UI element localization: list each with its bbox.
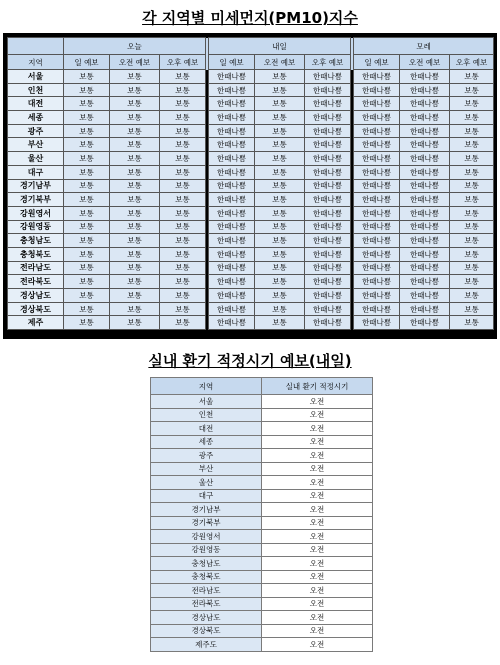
forecast-value-cell: 보통	[450, 289, 494, 303]
ventilation-row	[151, 611, 373, 625]
ventilation-region-cell: 충청남도	[151, 557, 262, 571]
ventilation-time-cell: 오전	[262, 503, 373, 517]
ventilation-region-cell: 부산	[151, 462, 262, 476]
ventilation-time-cell: 오전	[262, 624, 373, 638]
forecast-value-cell: 한때나쁨	[305, 70, 351, 84]
forecast-value-cell: 보통	[450, 316, 494, 330]
forecast-row	[8, 247, 494, 261]
ventilation-region-cell: 경기북부	[151, 516, 262, 530]
ventilation-time-cell: 오전	[262, 408, 373, 422]
forecast-value-cell: 보통	[450, 275, 494, 289]
forecast-row	[8, 220, 494, 234]
region-cell: 세종	[8, 111, 64, 125]
ventilation-time-cell: 오전	[262, 395, 373, 409]
forecast-value-cell: 보통	[160, 206, 206, 220]
forecast-row	[8, 152, 494, 166]
forecast-value-cell: 한때나쁨	[400, 179, 450, 193]
sub-header: 일 예보	[64, 55, 110, 70]
ventilation-time-cell: 오전	[262, 557, 373, 571]
region-cell: 광주	[8, 124, 64, 138]
forecast-value-cell: 한때나쁨	[305, 261, 351, 275]
forecast-header-row-sub	[8, 55, 494, 70]
ventilation-header-row	[151, 378, 373, 395]
forecast-value-cell: 보통	[255, 193, 305, 207]
ventilation-region-cell: 전라남도	[151, 584, 262, 598]
region-cell: 전라남도	[8, 261, 64, 275]
forecast-value-cell: 한때나쁨	[400, 220, 450, 234]
region-cell: 제주	[8, 316, 64, 330]
ventilation-row	[151, 584, 373, 598]
forecast-row	[8, 70, 494, 84]
region-cell: 경상남도	[8, 289, 64, 303]
forecast-value-cell: 한때나쁨	[354, 97, 400, 111]
forecast-value-cell: 보통	[160, 179, 206, 193]
forecast-value-cell: 한때나쁨	[209, 138, 255, 152]
region-cell: 경상북도	[8, 302, 64, 316]
forecast-value-cell: 한때나쁨	[305, 179, 351, 193]
ventilation-region-cell: 광주	[151, 449, 262, 463]
forecast-value-cell: 한때나쁨	[354, 193, 400, 207]
forecast-value-cell: 보통	[64, 70, 110, 84]
forecast-table-frame	[3, 33, 497, 339]
forecast-row	[8, 275, 494, 289]
forecast-value-cell: 보통	[255, 152, 305, 166]
forecast-value-cell: 보통	[160, 111, 206, 125]
forecast-value-cell: 보통	[255, 220, 305, 234]
ventilation-time-cell: 오전	[262, 597, 373, 611]
region-cell: 전라북도	[8, 275, 64, 289]
ventilation-time-cell: 오전	[262, 584, 373, 598]
ventilation-row	[151, 408, 373, 422]
forecast-value-cell: 한때나쁨	[209, 97, 255, 111]
forecast-value-cell: 보통	[110, 111, 160, 125]
forecast-value-cell: 보통	[450, 83, 494, 97]
forecast-row	[8, 165, 494, 179]
forecast-value-cell: 보통	[64, 97, 110, 111]
forecast-value-cell: 보통	[110, 316, 160, 330]
forecast-row	[8, 179, 494, 193]
region-cell: 서울	[8, 70, 64, 84]
forecast-value-cell: 보통	[64, 138, 110, 152]
forecast-value-cell: 한때나쁨	[354, 275, 400, 289]
region-cell: 강원영서	[8, 206, 64, 220]
forecast-value-cell: 한때나쁨	[209, 206, 255, 220]
forecast-value-cell: 한때나쁨	[400, 206, 450, 220]
forecast-value-cell: 보통	[160, 83, 206, 97]
sub-header: 오전 예보	[255, 55, 305, 70]
region-cell: 울산	[8, 152, 64, 166]
forecast-value-cell: 한때나쁨	[400, 165, 450, 179]
forecast-row	[8, 302, 494, 316]
region-cell: 대전	[8, 97, 64, 111]
forecast-value-cell: 보통	[450, 124, 494, 138]
ventilation-row	[151, 503, 373, 517]
ventilation-time-cell: 오전	[262, 476, 373, 490]
ventilation-time-cell: 오전	[262, 462, 373, 476]
forecast-value-cell: 한때나쁨	[209, 234, 255, 248]
forecast-value-cell: 보통	[110, 193, 160, 207]
forecast-value-cell: 한때나쁨	[354, 152, 400, 166]
forecast-value-cell: 보통	[64, 111, 110, 125]
sub-header: 오전 예보	[110, 55, 160, 70]
forecast-value-cell: 한때나쁨	[209, 275, 255, 289]
forecast-header-row-days	[8, 38, 494, 55]
forecast-value-cell: 한때나쁨	[305, 97, 351, 111]
forecast-value-cell: 한때나쁨	[305, 165, 351, 179]
forecast-value-cell: 보통	[110, 247, 160, 261]
forecast-value-cell: 한때나쁨	[209, 302, 255, 316]
forecast-value-cell: 보통	[255, 165, 305, 179]
forecast-value-cell: 보통	[64, 179, 110, 193]
forecast-value-cell: 보통	[255, 179, 305, 193]
ventilation-region-cell: 충청북도	[151, 570, 262, 584]
region-cell: 충청북도	[8, 247, 64, 261]
forecast-value-cell: 한때나쁨	[400, 111, 450, 125]
forecast-value-cell: 한때나쁨	[354, 302, 400, 316]
forecast-value-cell: 보통	[64, 302, 110, 316]
forecast-row	[8, 234, 494, 248]
forecast-row	[8, 83, 494, 97]
forecast-value-cell: 보통	[110, 97, 160, 111]
ventilation-row	[151, 435, 373, 449]
forecast-value-cell: 한때나쁨	[305, 220, 351, 234]
forecast-value-cell: 한때나쁨	[305, 275, 351, 289]
forecast-value-cell: 보통	[255, 234, 305, 248]
forecast-value-cell: 한때나쁨	[400, 97, 450, 111]
forecast-value-cell: 보통	[160, 247, 206, 261]
forecast-value-cell: 보통	[110, 275, 160, 289]
ventilation-region-cell: 제주도	[151, 638, 262, 652]
forecast-value-cell: 보통	[110, 261, 160, 275]
ventilation-region-cell: 전라북도	[151, 597, 262, 611]
forecast-value-cell: 보통	[160, 124, 206, 138]
ventilation-row	[151, 489, 373, 503]
forecast-value-cell: 한때나쁨	[354, 220, 400, 234]
forecast-value-cell: 보통	[110, 206, 160, 220]
forecast-value-cell: 보통	[255, 83, 305, 97]
ventilation-region-cell: 대전	[151, 422, 262, 436]
ventilation-time-cell: 오전	[262, 530, 373, 544]
ventilation-row	[151, 449, 373, 463]
forecast-row	[8, 316, 494, 330]
forecast-value-cell: 보통	[110, 152, 160, 166]
forecast-table	[7, 37, 494, 330]
forecast-value-cell: 한때나쁨	[209, 289, 255, 303]
ventilation-region-cell: 세종	[151, 435, 262, 449]
ventilation-row	[151, 422, 373, 436]
ventilation-time-cell: 오전	[262, 638, 373, 652]
forecast-value-cell: 보통	[450, 179, 494, 193]
ventilation-region-cell: 울산	[151, 476, 262, 490]
forecast-value-cell: 한때나쁨	[400, 261, 450, 275]
forecast-value-cell: 한때나쁨	[400, 193, 450, 207]
forecast-value-cell: 보통	[255, 261, 305, 275]
region-cell: 경기북부	[8, 193, 64, 207]
forecast-value-cell: 한때나쁨	[209, 165, 255, 179]
ventilation-row	[151, 462, 373, 476]
forecast-value-cell: 한때나쁨	[400, 234, 450, 248]
ventilation-time-cell: 오전	[262, 516, 373, 530]
ventilation-region-cell: 경상남도	[151, 611, 262, 625]
forecast-value-cell: 한때나쁨	[400, 83, 450, 97]
forecast-value-cell: 한때나쁨	[354, 165, 400, 179]
forecast-value-cell: 보통	[64, 124, 110, 138]
forecast-value-cell: 한때나쁨	[305, 247, 351, 261]
forecast-value-cell: 한때나쁨	[354, 179, 400, 193]
forecast-value-cell: 한때나쁨	[354, 261, 400, 275]
day-header: 모레	[354, 38, 494, 55]
forecast-value-cell: 보통	[450, 220, 494, 234]
ventilation-region-cell: 대구	[151, 489, 262, 503]
forecast-value-cell: 한때나쁨	[305, 316, 351, 330]
forecast-value-cell: 보통	[110, 289, 160, 303]
forecast-value-cell: 한때나쁨	[305, 206, 351, 220]
forecast-value-cell: 한때나쁨	[209, 179, 255, 193]
ventilation-region-cell: 경상북도	[151, 624, 262, 638]
sub-header: 오후 예보	[160, 55, 206, 70]
ventilation-row	[151, 597, 373, 611]
region-cell: 부산	[8, 138, 64, 152]
forecast-value-cell: 보통	[450, 247, 494, 261]
forecast-value-cell: 보통	[110, 302, 160, 316]
forecast-value-cell: 보통	[450, 261, 494, 275]
forecast-value-cell: 한때나쁨	[305, 138, 351, 152]
forecast-value-cell: 한때나쁨	[400, 289, 450, 303]
forecast-title: 각 지역별 미세먼지(PM10)지수	[142, 9, 358, 27]
forecast-value-cell: 보통	[160, 220, 206, 234]
forecast-value-cell: 보통	[255, 138, 305, 152]
ventilation-row	[151, 476, 373, 490]
region-cell: 대구	[8, 165, 64, 179]
forecast-row	[8, 138, 494, 152]
ventilation-region-cell: 강원영서	[151, 530, 262, 544]
forecast-value-cell: 보통	[110, 138, 160, 152]
ventilation-time-header: 실내 환기 적정시기	[262, 378, 373, 395]
forecast-value-cell: 보통	[255, 111, 305, 125]
ventilation-row	[151, 395, 373, 409]
forecast-value-cell: 보통	[160, 302, 206, 316]
forecast-value-cell: 한때나쁨	[209, 152, 255, 166]
forecast-value-cell: 보통	[64, 247, 110, 261]
forecast-value-cell: 보통	[64, 152, 110, 166]
ventilation-time-cell: 오전	[262, 611, 373, 625]
ventilation-time-cell: 오전	[262, 449, 373, 463]
forecast-value-cell: 한때나쁨	[400, 316, 450, 330]
forecast-value-cell: 보통	[450, 138, 494, 152]
forecast-value-cell: 한때나쁨	[305, 152, 351, 166]
forecast-value-cell: 보통	[450, 193, 494, 207]
forecast-value-cell: 보통	[255, 289, 305, 303]
forecast-value-cell: 보통	[450, 234, 494, 248]
forecast-row	[8, 124, 494, 138]
sub-header: 일 예보	[209, 55, 255, 70]
forecast-row	[8, 97, 494, 111]
region-column-header: 지역	[8, 55, 64, 70]
forecast-value-cell: 한때나쁨	[305, 234, 351, 248]
forecast-value-cell: 보통	[450, 70, 494, 84]
ventilation-time-cell: 오전	[262, 435, 373, 449]
forecast-value-cell: 한때나쁨	[354, 206, 400, 220]
forecast-row	[8, 193, 494, 207]
forecast-value-cell: 한때나쁨	[209, 261, 255, 275]
region-cell: 강원영동	[8, 220, 64, 234]
ventilation-row	[151, 570, 373, 584]
forecast-value-cell: 보통	[160, 152, 206, 166]
sub-header: 오후 예보	[450, 55, 494, 70]
region-cell: 충청남도	[8, 234, 64, 248]
forecast-value-cell: 한때나쁨	[354, 111, 400, 125]
forecast-value-cell: 한때나쁨	[354, 247, 400, 261]
forecast-value-cell: 보통	[110, 70, 160, 84]
forecast-value-cell: 한때나쁨	[209, 247, 255, 261]
forecast-value-cell: 보통	[255, 97, 305, 111]
forecast-value-cell: 보통	[64, 220, 110, 234]
forecast-value-cell: 한때나쁨	[305, 124, 351, 138]
ventilation-row	[151, 624, 373, 638]
forecast-value-cell: 보통	[64, 83, 110, 97]
forecast-value-cell: 보통	[64, 165, 110, 179]
sub-header: 오전 예보	[400, 55, 450, 70]
forecast-value-cell: 한때나쁨	[209, 83, 255, 97]
forecast-value-cell: 한때나쁨	[400, 247, 450, 261]
forecast-row	[8, 261, 494, 275]
forecast-value-cell: 한때나쁨	[305, 83, 351, 97]
ventilation-row	[151, 557, 373, 571]
forecast-value-cell: 보통	[110, 124, 160, 138]
forecast-row	[8, 289, 494, 303]
forecast-value-cell: 보통	[450, 165, 494, 179]
forecast-value-cell: 한때나쁨	[354, 289, 400, 303]
ventilation-time-cell: 오전	[262, 570, 373, 584]
forecast-value-cell: 한때나쁨	[400, 138, 450, 152]
forecast-value-cell: 보통	[160, 234, 206, 248]
ventilation-time-cell: 오전	[262, 543, 373, 557]
forecast-value-cell: 보통	[160, 316, 206, 330]
forecast-value-cell: 보통	[160, 138, 206, 152]
forecast-value-cell: 한때나쁨	[354, 316, 400, 330]
forecast-value-cell: 보통	[64, 206, 110, 220]
forecast-value-cell: 보통	[255, 302, 305, 316]
forecast-value-cell: 보통	[255, 124, 305, 138]
sub-header: 일 예보	[354, 55, 400, 70]
forecast-value-cell: 한때나쁨	[354, 234, 400, 248]
ventilation-row	[151, 543, 373, 557]
ventilation-region-header: 지역	[151, 378, 262, 395]
forecast-value-cell: 보통	[160, 97, 206, 111]
ventilation-time-cell: 오전	[262, 422, 373, 436]
forecast-value-cell: 한때나쁨	[305, 111, 351, 125]
forecast-value-cell: 한때나쁨	[209, 316, 255, 330]
forecast-value-cell: 보통	[64, 289, 110, 303]
forecast-value-cell: 보통	[110, 220, 160, 234]
forecast-corner-cell	[8, 38, 64, 55]
forecast-value-cell: 한때나쁨	[209, 193, 255, 207]
sub-header: 오후 예보	[305, 55, 351, 70]
day-header: 내일	[209, 38, 351, 55]
forecast-value-cell: 보통	[64, 316, 110, 330]
forecast-row	[8, 206, 494, 220]
forecast-value-cell: 보통	[450, 206, 494, 220]
forecast-value-cell: 보통	[64, 261, 110, 275]
forecast-value-cell: 보통	[160, 261, 206, 275]
day-header: 오늘	[64, 38, 206, 55]
forecast-value-cell: 한때나쁨	[305, 193, 351, 207]
region-cell: 경기남부	[8, 179, 64, 193]
forecast-value-cell: 보통	[110, 165, 160, 179]
ventilation-row	[151, 638, 373, 652]
forecast-value-cell: 한때나쁨	[354, 124, 400, 138]
ventilation-time-cell: 오전	[262, 489, 373, 503]
forecast-value-cell: 보통	[255, 70, 305, 84]
forecast-value-cell: 한때나쁨	[305, 289, 351, 303]
forecast-value-cell: 보통	[64, 275, 110, 289]
forecast-value-cell: 보통	[255, 206, 305, 220]
ventilation-region-cell: 강원영동	[151, 543, 262, 557]
ventilation-title: 실내 환기 적정시기 예보(내일)	[148, 352, 352, 370]
ventilation-region-cell: 서울	[151, 395, 262, 409]
forecast-value-cell: 한때나쁨	[209, 111, 255, 125]
forecast-value-cell: 한때나쁨	[400, 124, 450, 138]
forecast-value-cell: 보통	[450, 111, 494, 125]
forecast-value-cell: 보통	[110, 83, 160, 97]
forecast-value-cell: 한때나쁨	[354, 83, 400, 97]
forecast-value-cell: 한때나쁨	[400, 275, 450, 289]
forecast-value-cell: 보통	[450, 152, 494, 166]
forecast-row	[8, 111, 494, 125]
forecast-value-cell: 한때나쁨	[400, 302, 450, 316]
forecast-value-cell: 보통	[160, 289, 206, 303]
forecast-value-cell: 한때나쁨	[354, 138, 400, 152]
ventilation-table	[150, 377, 373, 652]
forecast-value-cell: 보통	[160, 193, 206, 207]
forecast-value-cell: 보통	[255, 247, 305, 261]
forecast-value-cell: 한때나쁨	[209, 70, 255, 84]
ventilation-row	[151, 516, 373, 530]
region-cell: 인천	[8, 83, 64, 97]
forecast-value-cell: 보통	[110, 234, 160, 248]
forecast-value-cell: 한때나쁨	[209, 220, 255, 234]
forecast-value-cell: 보통	[64, 193, 110, 207]
forecast-value-cell: 보통	[255, 316, 305, 330]
forecast-value-cell: 보통	[110, 179, 160, 193]
forecast-value-cell: 보통	[160, 165, 206, 179]
forecast-value-cell: 한때나쁨	[400, 152, 450, 166]
forecast-value-cell: 한때나쁨	[400, 70, 450, 84]
forecast-value-cell: 한때나쁨	[354, 70, 400, 84]
ventilation-region-cell: 인천	[151, 408, 262, 422]
forecast-value-cell: 보통	[160, 275, 206, 289]
forecast-value-cell: 보통	[160, 70, 206, 84]
forecast-value-cell: 보통	[255, 275, 305, 289]
forecast-value-cell: 한때나쁨	[209, 124, 255, 138]
ventilation-region-cell: 경기남부	[151, 503, 262, 517]
forecast-value-cell: 보통	[450, 97, 494, 111]
forecast-value-cell: 한때나쁨	[305, 302, 351, 316]
ventilation-row	[151, 530, 373, 544]
forecast-value-cell: 보통	[64, 234, 110, 248]
forecast-value-cell: 보통	[450, 302, 494, 316]
